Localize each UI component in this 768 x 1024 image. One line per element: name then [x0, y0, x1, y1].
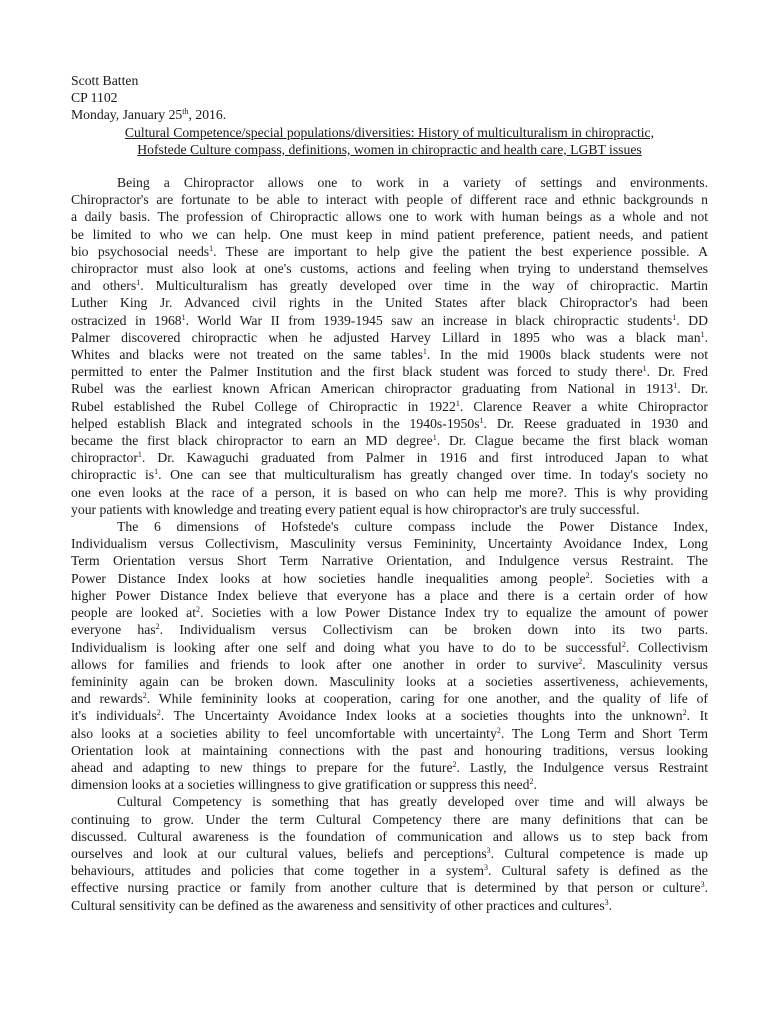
paragraph-line: Individualism is looking after one self and doing what you have to do to be successful$^2$. Collectivism — [71, 639, 708, 655]
document-date — [71, 106, 708, 123]
paragraph-line: your patients with knowledge and treating every patient equal is how chiropractor's are truly successful. — [71, 501, 640, 517]
paragraph-line: ourselves and look at our cultural values, beliefs and perceptions$^3$. Cultural competence is made up — [71, 845, 708, 861]
date-ordinal: th — [182, 107, 189, 117]
citation-superscript: 2 — [196, 605, 201, 615]
paragraph-line: Being a Chiropractor allows one to work in a variety of settings and environments. — [117, 175, 708, 191]
citation-superscript: 1 — [154, 467, 159, 477]
citation-superscript: 1 — [432, 433, 437, 443]
paragraph-line: allows for families and friends to look after one another in order to survive$^2$. Masculinity versus — [71, 656, 708, 672]
paragraph-line: chiropractor must also look at one's customs, actions and feeling when trying to understand themselves — [71, 261, 708, 277]
date-text: Monday, January 25 — [71, 107, 183, 123]
citation-superscript: 2 — [156, 708, 161, 718]
paragraph-line: Power Distance Index looks at how societies handle inequalities among people$^2$. Societies with a — [71, 570, 709, 586]
citation-superscript: 2 — [578, 656, 583, 666]
paragraph — [71, 793, 708, 913]
citation-superscript: 2 — [452, 759, 457, 769]
paragraph-line: ahead and adapting to new things to prepare for the future$^2$. Lastly, the Indulgence versus Restraint — [71, 759, 708, 775]
paragraph-line: The 6 dimensions of Hofstede's culture compass include the Power Distance Index, — [117, 519, 708, 535]
citation-superscript: 2 — [155, 622, 160, 632]
paragraph-line: a daily basis. The profession of Chiropractic allows one to work with human beings as a whole and not — [71, 209, 708, 225]
author-name: Scott Batten — [71, 73, 139, 88]
paragraph-line: helped establish Black and integrated schools in the $1940s-1950s^1$. Dr. Reese graduated in 1930 and — [71, 415, 708, 431]
citation-superscript: 1 — [136, 278, 141, 288]
document-body — [71, 174, 708, 914]
date-year: , 2016. — [188, 107, 227, 123]
paragraph-line: Orientation look at maintaining connections with the past and honouring traditions, versus looking — [71, 742, 708, 758]
paragraph-line: Cultural Competency is something that has greatly developed over time and will always be — [117, 794, 708, 810]
paragraph-line: behaviours, attitudes and policies that come together in a system$^3$. Cultural safety is defined as the — [71, 863, 708, 879]
title-line-1: Cultural Competence/special populations/diversities: History of multiculturalism in chiropractic, — [124, 124, 655, 140]
title-line-2: Hofstede Culture compass, definitions, women in chiropractic and health care, LGBT issues — [137, 141, 642, 157]
paragraph-line: one even looks at the race of a person, it is based on who can help me more?. This is why providing — [71, 484, 708, 500]
paragraph-line: be limited to who we can help. One must keep in mind patient preference, patient needs, and patient — [71, 226, 708, 242]
document-title — [71, 124, 708, 158]
citation-superscript: 2 — [142, 691, 147, 701]
paragraph-line: and rewards$^2$. While femininity looks at cooperation, caring for one another, and the quality of life of — [71, 691, 708, 707]
paragraph-line: femininity again can be broken down. Masculinity looks at a societies assertiveness, achievements, — [71, 673, 708, 689]
citation-superscript: 2 — [529, 777, 534, 787]
citation-superscript: 3 — [484, 863, 489, 873]
paragraph-line: it's individuals$^2$. The Uncertainty Avoidance Index looks at a societies thoughts into the unknown$^2$. It — [71, 708, 708, 724]
citation-superscript: 1 — [137, 450, 142, 460]
paragraph-line: permitted to enter the Palmer Institution and the first black student was forced to study there$^1$. Dr. Fred — [71, 364, 708, 380]
paragraph — [71, 174, 708, 518]
paragraph-line: higher Power Distance Index believe that everyone has a place and there is a certain order of how — [71, 587, 708, 603]
paragraph-line: dimension looks at a societies willingness to give gratification or suppress this need$^2$. — [71, 777, 537, 793]
course-code: CP 1102 — [71, 90, 118, 106]
citation-superscript: 2 — [585, 570, 590, 580]
paragraph-line: continuing to grow. Under the term Cultural Competency there are many definitions that can be — [71, 811, 708, 827]
paragraph-line: Luther King Jr. Advanced civil rights in the United States after black Chiropractor's had been — [71, 295, 708, 311]
citation-superscript: 3 — [700, 880, 705, 890]
paragraph-line: people are looked $at^2$. Societies with a low Power Distance Index try to equalize the amount of power — [71, 605, 709, 621]
paragraph-line: bio psychosocial needs$^1$. These are important to help give the patient the best experience possible. A — [71, 243, 709, 259]
paragraph-line: also looks at a societies ability to feel uncomfortable with uncertainty$^2$. The Long Term and Short Term — [71, 725, 708, 741]
citation-superscript: 1 — [455, 398, 460, 408]
citation-superscript: 1 — [479, 415, 484, 425]
paragraph-line: Cultural sensitivity can be defined as the awareness and sensitivity of other practices and cultures$^3$. — [71, 897, 613, 913]
citation-superscript: 1 — [642, 364, 647, 374]
citation-superscript: 3 — [604, 897, 609, 907]
paragraph-line: ostracized in 1968$^1$. World War II from 1939-1945 saw an increase in black chiropractic students$^1$. DD — [71, 312, 708, 328]
paragraph-line: Palmer discovered chiropractic when he adjusted Harvey Lillard in 1895 who was a black man$^1$. — [71, 329, 708, 345]
citation-superscript: 1 — [673, 381, 678, 391]
paragraph-line: Term Orientation versus Short Term Narrative Orientation, and Indulgence versus Restraint. The — [71, 553, 708, 569]
paragraph-line: Individualism versus Collectivism, Masculinity versus Femininity, Uncertainty Avoidance Index, Long — [71, 536, 708, 552]
paragraph-line: discussed. Cultural awareness is the foundation of communication and allows us to step back from — [71, 828, 708, 844]
paragraph-line: everyone has$^2$. Individualism versus Collectivism can be broken down into its two parts. — [71, 622, 709, 638]
citation-superscript: 2 — [496, 725, 501, 735]
citation-superscript: 1 — [209, 243, 214, 253]
citation-superscript: 1 — [700, 329, 705, 339]
paragraph-line: and others$^1$. Multiculturalism has greatly developed over time in the way of chiropractic. Martin — [71, 278, 708, 294]
paragraph-line: Rubel established the Rubel College of Chiropractic in 1922$^1$. Clarence Reaver a white Chiropractor — [71, 398, 708, 414]
paragraph-line: Whites and blacks were not treated on the same tables$^1$. In the mid 1900s black students were not — [71, 347, 708, 363]
paragraph — [71, 518, 708, 793]
citation-superscript: 1 — [181, 312, 186, 322]
citation-superscript: 2 — [682, 708, 687, 718]
citation-superscript: 1 — [422, 347, 427, 357]
paragraph-line: Chiropractor's are fortunate to be able to interact with people of different race and ethnic backgrounds n — [71, 192, 708, 208]
paragraph-line: Rubel was the earliest known African American chiropractor graduating from National in 1913$^1$. Dr. — [71, 381, 709, 397]
paragraph-line: chiropractor$^1$. Dr. Kawaguchi graduated from Palmer in 1916 and first introduced Japan to what — [71, 450, 708, 466]
citation-superscript: 3 — [486, 845, 491, 855]
paragraph-line: chiropractic $is^1$. One can see that multiculturalism has greatly changed over time. In today's society no — [71, 467, 708, 483]
paragraph-line: became the first black chiropractor to earn an MD degree$^1$. Dr. Clague became the first black woman — [71, 433, 709, 449]
citation-superscript: 1 — [672, 312, 677, 322]
citation-superscript: 2 — [621, 639, 626, 649]
document-header — [71, 72, 708, 124]
paragraph-line: effective nursing practice or family from another culture that is determined by that person or culture$^3$. — [71, 880, 708, 896]
